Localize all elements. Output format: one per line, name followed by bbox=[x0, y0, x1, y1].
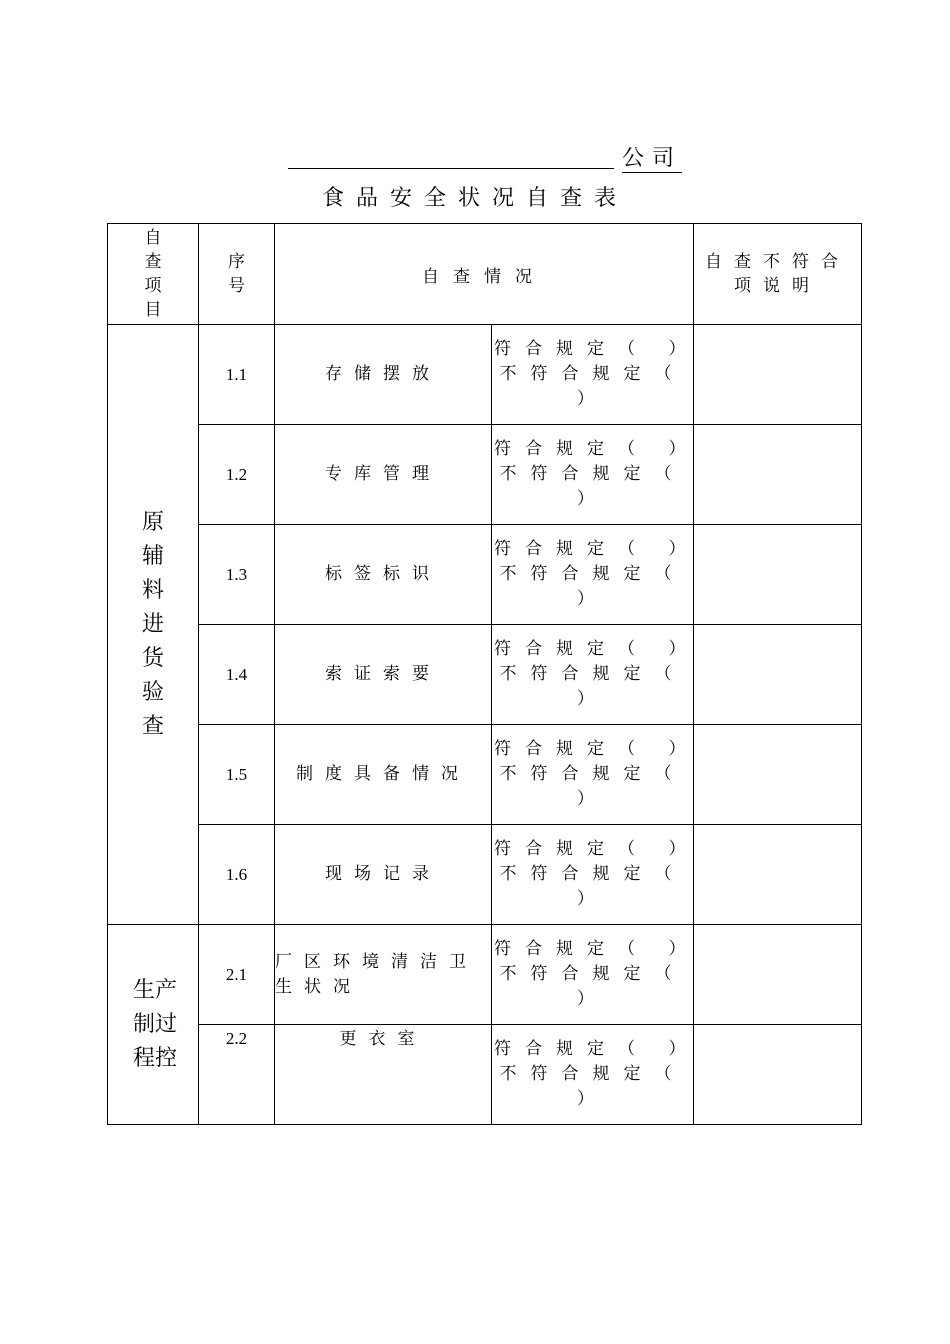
seq-cell: 2.1 bbox=[199, 925, 275, 1025]
item-name-cell: 现场记录 bbox=[275, 825, 492, 925]
status-checkbox-cell[interactable]: 符合规定（ ）不符合规定（ ） bbox=[492, 1025, 694, 1125]
note-input-cell[interactable] bbox=[694, 625, 862, 725]
table-row bbox=[108, 925, 862, 1025]
seq-cell: 1.4 bbox=[199, 625, 275, 725]
document-title: 食品安全状况自查表 bbox=[321, 186, 628, 211]
company-name-blank bbox=[288, 168, 614, 169]
seq-cell: 1.5 bbox=[199, 725, 275, 825]
seq-cell: 1.6 bbox=[199, 825, 275, 925]
status-checkbox-cell[interactable]: 符合规定（ ）不符合规定（ ） bbox=[492, 425, 694, 525]
company-suffix: 公司 bbox=[622, 146, 683, 171]
item-name-cell: 标签标识 bbox=[275, 525, 492, 625]
note-input-cell[interactable] bbox=[694, 925, 862, 1025]
header-seq: 序号 bbox=[199, 224, 275, 325]
status-checkbox-cell[interactable]: 符合规定（ ）不符合规定（ ） bbox=[492, 925, 694, 1025]
item-name-cell: 存储摆放 bbox=[275, 325, 492, 425]
table-row bbox=[108, 525, 862, 625]
category-cell: 生产制过程控 bbox=[108, 925, 199, 1125]
note-input-cell[interactable] bbox=[694, 825, 862, 925]
seq-cell: 2.2 bbox=[199, 1025, 275, 1125]
note-input-cell[interactable] bbox=[694, 725, 862, 825]
company-name-line bbox=[288, 146, 688, 176]
item-name-cell: 更衣室 bbox=[275, 1025, 492, 1125]
table-row bbox=[108, 725, 862, 825]
status-checkbox-cell[interactable]: 符合规定（ ）不符合规定（ ） bbox=[492, 325, 694, 425]
seq-cell: 1.1 bbox=[199, 325, 275, 425]
table-row bbox=[108, 1025, 862, 1125]
table-row bbox=[108, 425, 862, 525]
seq-cell: 1.2 bbox=[199, 425, 275, 525]
self-check-table bbox=[107, 223, 862, 1125]
table-row bbox=[108, 325, 862, 425]
note-input-cell[interactable] bbox=[694, 425, 862, 525]
table-row bbox=[108, 625, 862, 725]
item-name-cell: 专库管理 bbox=[275, 425, 492, 525]
category-cell: 原辅料进货验查 bbox=[108, 325, 199, 925]
status-checkbox-cell[interactable]: 符合规定（ ）不符合规定（ ） bbox=[492, 825, 694, 925]
table-header-row bbox=[108, 224, 862, 325]
header-note: 自查不符合项说明 bbox=[694, 224, 862, 325]
table-row bbox=[108, 825, 862, 925]
item-name-cell: 索证索要 bbox=[275, 625, 492, 725]
header-situation: 自查情况 bbox=[275, 224, 694, 325]
note-input-cell[interactable] bbox=[694, 325, 862, 425]
item-name-cell: 厂区环境清洁卫生状况 bbox=[275, 925, 492, 1025]
status-checkbox-cell[interactable]: 符合规定（ ）不符合规定（ ） bbox=[492, 725, 694, 825]
note-input-cell[interactable] bbox=[694, 525, 862, 625]
header-category: 自查项目 bbox=[108, 224, 199, 325]
item-name-cell: 制度具备情况 bbox=[275, 725, 492, 825]
status-checkbox-cell[interactable]: 符合规定（ ）不符合规定（ ） bbox=[492, 525, 694, 625]
status-checkbox-cell[interactable]: 符合规定（ ）不符合规定（ ） bbox=[492, 625, 694, 725]
note-input-cell[interactable] bbox=[694, 1025, 862, 1125]
seq-cell: 1.3 bbox=[199, 525, 275, 625]
